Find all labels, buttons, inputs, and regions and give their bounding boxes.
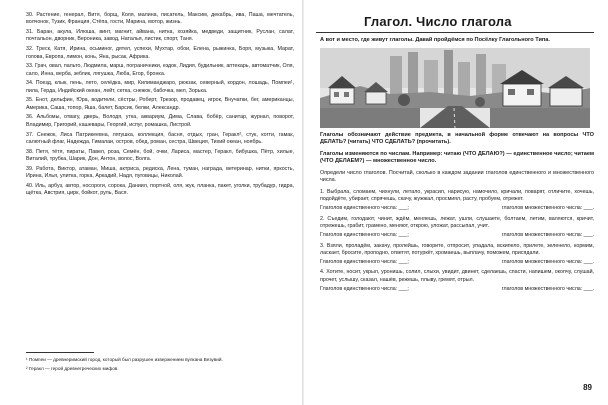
exercise-text: Иль, арбуз, автор, носороги, сорока, Даниил, портной, оля, жук, планка, пакет, уголки, трубадур, гидра, щётка, Австрия, цирк, бойкот, руль, Вася. <box>26 182 294 197</box>
exercise-number: 31. <box>26 29 34 36</box>
exercise-item <box>26 97 294 112</box>
singular-count-label: Глаголов единственного числа: ___; <box>320 285 409 292</box>
verb-block-4: 4. Хотите, носит, укрыл, уронишь, солил, слыхи, увидит, двинет, сделаешь, спасти, напишем, окопчу, слушай, прочет, услышу, сказал, нашёв, режешь, плыву, гремят, отрыл. <box>320 269 594 283</box>
exercise-number: 30. <box>26 12 34 18</box>
exercise-item <box>26 29 294 44</box>
exercise-number: 35. <box>26 97 34 104</box>
intro-text: А вот и место, где живут глаголы. Давай пройдёмся по Посёлку Глагольного Типа. <box>320 37 550 43</box>
singular-count-label: Глаголов единственного числа: ___; <box>320 204 409 211</box>
exercise-text: Поезд, клык, пень, лето, селёдка, мир, Килиманджаро, рюкзак, северный, кордон, лошадь, Помпеи¹, пила, Герда, Индийский океан, лейт, сетка, снежок, бабочка, мел, Зорька. <box>26 80 294 94</box>
exercise-item <box>26 149 294 164</box>
exercise-item <box>26 63 294 78</box>
exercise-number: 37. <box>26 131 34 138</box>
exercise-text: Снежок, Лиса Патрикеевна, лягушка, коллекция, басня, отдых, гран, Геракл², стук, когти, гамак, салютный флаг, Надежда, Гималаи, остров, обед, роман, сестра, Швеция, Тихий океан, ноябрь. <box>26 131 294 145</box>
verb-count-line-4 <box>316 286 594 293</box>
exercise-text: Работа, Виктор, атаман, Миша, актриса, редиска, Лена, туман, награда, ветеринар, нитки, яркость, Ирина, Илья, улитка, горка, Аркадий, Надя, пуговицы, Николай. <box>26 165 294 180</box>
verb-block-2: 2. Съедим, голодают, чинит, ждём, меняешь, лежат, ушли, слушаете, болтаем, летим, валяются, кричит, отрежешь, грабит, грамено, меняют, открою, уложат, рассыпал, учит. <box>320 215 594 229</box>
exercise-text: Енот, дельфин, Юра, водители, сёстры, Роберт, Трезор, продавец, игрок, Внучатки, бег, американцы, Америка, Саша, топор, Яша, балет, Барсик, белки, Александр. <box>26 97 294 111</box>
exercise-list <box>26 12 294 197</box>
plural-count-label: глаголов множественного числа: ___. <box>501 231 594 238</box>
title-underline <box>316 32 594 33</box>
task-instruction: Определи число глаголов. Посчитай, сколько в каждом задании глаголов единственного и множественного числа. <box>320 169 594 184</box>
singular-count-label: Глаголов единственного числа: ___; <box>320 258 409 265</box>
verb-definition: Глаголы обозначают действие предмета, в начальной форме отвечают на вопросы ЧТО ДЕЛАТЬ? (читать) ЧТО СДЕЛАТЬ? (прочитать). <box>320 131 594 146</box>
right-page <box>304 0 608 405</box>
left-page <box>0 0 302 405</box>
verb-count-line-3 <box>316 259 594 266</box>
exercise-item <box>26 114 294 129</box>
exercise-item <box>26 46 294 61</box>
footnote-heracles: ² Геракл — герой древнегреческих мифов. <box>26 365 119 371</box>
exercise-number: 39. <box>26 165 34 172</box>
verb-block-1: 1. Выбрала, сломаем, чихнули, летало, украсил, нарисую, намочило, кричали, поварят, отличите, хочешь, подойдёте, убирает, спрячешь, скачу, жужжал, просмиял, расту, пробуем, отрежет. <box>320 188 594 203</box>
exercise-text: Баран, акула, Илюша, винт, магнит, айвана, нитка, хозяйка, медведи, защитник, Руслан, салат, почтальон, дворник, Вероника, завод, Наталья, листик, спорт, Таня. <box>26 29 294 43</box>
exercise-number: 40. <box>26 182 34 189</box>
village-illustration <box>320 48 590 128</box>
exercise-text: Грач, овал, пальто, Людмила, марш, пограничники, ездок, Лидия, будильник, аптекарь, автоматчик, Оля, сало, Инна, верба, зеблик, лягушка, Люба, Егор, бронка. <box>26 63 294 77</box>
verb-count-line-2 <box>316 232 594 239</box>
exercise-text: Альбомы, отвагу, дверь, Володя, утка, аквариум, Дима, Слава, бобёр, санитар, журнал, поворот, Владимир, Григорий, кашевары, Георгий, испуг, ромашка, Листрой. <box>26 114 294 128</box>
exercise-number: 33. <box>26 63 34 70</box>
exercise-item <box>26 132 294 147</box>
exercise-text: Петя, тётя, пираты, Павел, роза, Семён, бой, очки, Лариса, мастер, Геракл, бибушка, Пётр, хилые, Виталий, трубка, Шарик, Дон, Антон, волос, Волга. <box>26 148 294 162</box>
plural-count-label: глаголов множественного числа: ___. <box>501 258 594 265</box>
exercise-text: Треск, Катя, Ирина, осьминог, дятел, успехи, Мухтар, обои, Елена, рыжинка, Боря, музыка, Марат, голова, Европа, лимон, конь, Яна, рысак, Африка. <box>26 46 294 60</box>
verb-block-3: 3. Взяли, проладём, закачу, пролейшь, говорите, отпросит, упадала, вскипело, прилете, зеленело, кормим, ласкает, бросите, проподно, ответят, потуркёт, хромаешь, выплачу, поможем, присядали. <box>320 242 594 256</box>
exercise-number: 34. <box>26 80 34 87</box>
plural-count-label: глаголов множественного числа: ___. <box>501 285 594 292</box>
footnotes <box>26 352 292 374</box>
footnote-divider <box>26 352 94 353</box>
exercise-number: 32. <box>26 46 34 53</box>
verb-number-rule: Глаголы изменяются по числам. Например: читаю (ЧТО ДЕЛАЮ?) — единственное число; читаем (ЧТО ДЕЛАЕМ?) — множественное число. <box>320 150 594 165</box>
exercise-number: 36. <box>26 114 34 121</box>
page-title: Глагол. Число глагола <box>364 14 512 29</box>
exercise-item <box>26 183 294 198</box>
page-number: 89 <box>583 383 592 392</box>
exercise-item <box>26 80 294 95</box>
exercise-text: Растение, генерал, Витя, борщ, Коля, малина, писатель, Максим, декабрь, ива, Паша, мечтатель, волчонок, Тузик, Франция, Стёпа, гости, Марина, мотор, жизнь. <box>26 12 294 26</box>
exercise-item <box>26 12 294 27</box>
verb-count-line-1 <box>316 205 594 212</box>
plural-count-label: глаголов множественного числа: ___. <box>501 204 594 211</box>
footnote-pompeii: ¹ Помпеи — древнеримский город, который был разрушен извержением вулкана Везувий. <box>26 357 223 362</box>
exercise-number: 38. <box>26 148 34 155</box>
singular-count-label: Глаголов единственного числа: ___; <box>320 231 409 238</box>
exercise-item <box>26 166 294 181</box>
